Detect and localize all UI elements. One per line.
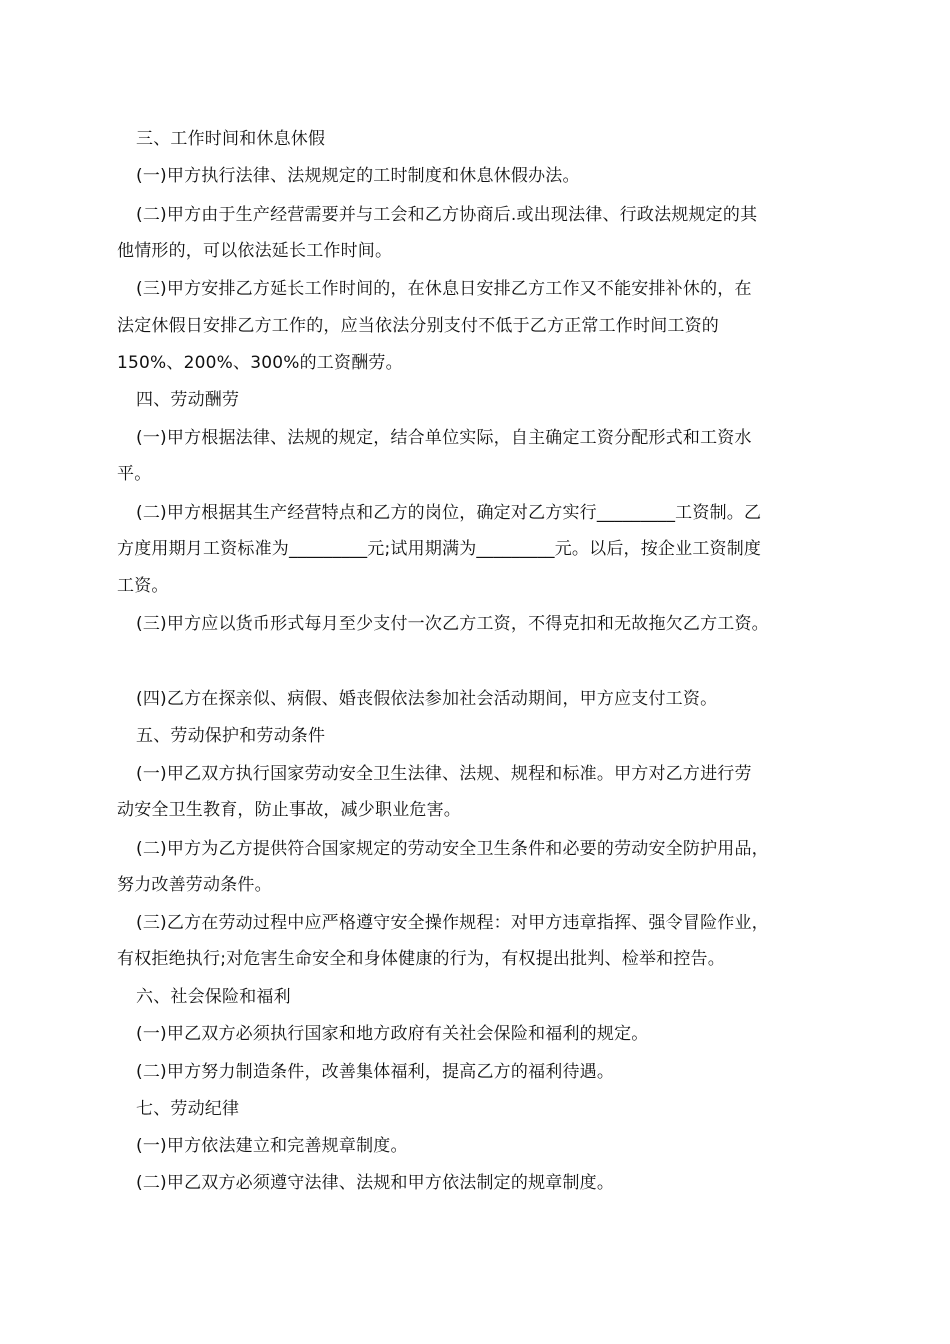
section-heading-5: 五、劳动保护和劳动条件 <box>136 726 326 746</box>
paragraph-line: (二)甲方由于生产经营需要并与工会和乙方协商后.或出现法律、行政法规规定的其 <box>136 205 758 225</box>
paragraph-line: (二)甲乙双方必须遵守法律、法规和甲方依法制定的规章制度。 <box>136 1173 615 1193</box>
paragraph-line: (一)甲乙双方执行国家劳动安全卫生法律、法规、规程和标准。甲方对乙方进行劳 <box>136 764 752 784</box>
paragraph-line: (一)甲方依法建立和完善规章制度。 <box>136 1136 408 1156</box>
paragraph-line: (二)甲方努力制造条件，改善集体福利，提高乙方的福利待遇。 <box>136 1062 615 1082</box>
paragraph-line: (一)甲乙双方必须执行国家和地方政府有关社会保险和福利的规定。 <box>136 1024 649 1044</box>
paragraph-line: (一)甲方执行法律、法规规定的工时制度和休息休假办法。 <box>136 166 580 186</box>
paragraph-line: 他情形的，可以依法延长工作时间。 <box>117 241 393 261</box>
paragraph-line: 法定休假日安排乙方工作的，应当依法分别支付不低于乙方正常工作时间工资的 <box>117 316 719 336</box>
section-heading-3: 三、工作时间和休息休假 <box>136 129 326 149</box>
paragraph-line: (三)乙方在劳动过程中应严格遵守安全操作规程：对甲方违章指挥、强令冒险作业， <box>136 913 769 933</box>
paragraph-line: (二)甲方根据其生产经营特点和乙方的岗位，确定对乙方实行_________工资制。乙 <box>136 503 762 523</box>
paragraph-line: 有权拒绝执行;对危害生命安全和身体健康的行为，有权提出批判、检举和控告。 <box>117 949 725 969</box>
paragraph-line: 工资。 <box>117 576 169 596</box>
section-heading-4: 四、劳动酬劳 <box>136 390 240 410</box>
paragraph-line: (三)甲方应以货币形式每月至少支付一次乙方工资，不得克扣和无故拖欠乙方工资。 <box>136 614 769 634</box>
paragraph-line: (二)甲方为乙方提供符合国家规定的劳动安全卫生条件和必要的劳动安全防护用品， <box>136 839 769 859</box>
section-heading-7: 七、劳动纪律 <box>136 1099 240 1119</box>
paragraph-line: 平。 <box>117 464 152 484</box>
section-heading-6: 六、社会保险和福利 <box>136 987 291 1007</box>
paragraph-line: (一)甲方根据法律、法规的规定，结合单位实际，自主确定工资分配形式和工资水 <box>136 428 752 448</box>
paragraph-line: 方度用期月工资标准为_________元;试用期满为_________元。以后，按企业工资制度 <box>117 539 762 559</box>
paragraph-line: (四)乙方在探亲似、病假、婚丧假依法参加社会活动期间，甲方应支付工资。 <box>136 689 718 709</box>
paragraph-line: 150%、200%、300%的工资酬劳。 <box>117 353 403 373</box>
paragraph-line: 动安全卫生教育，防止事故，减少职业危害。 <box>117 800 461 820</box>
paragraph-line: (三)甲方安排乙方延长工作时间的，在休息日安排乙方工作又不能安排补休的，在 <box>136 279 752 299</box>
paragraph-line: 努力改善劳动条件。 <box>117 875 272 895</box>
